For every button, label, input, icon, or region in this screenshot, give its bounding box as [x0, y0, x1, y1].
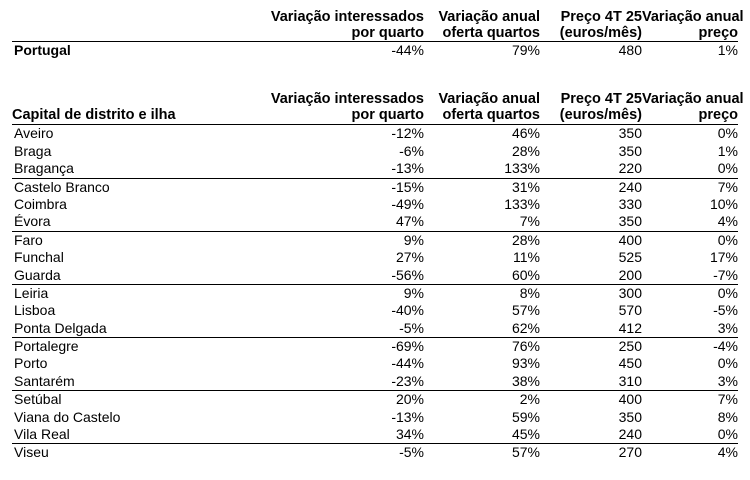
table-row: [12, 443, 738, 461]
table-row: [12, 409, 738, 426]
row-supply-change: 60%: [511, 266, 540, 283]
row-price-change: 8%: [717, 408, 738, 425]
row-supply-change: 76%: [511, 338, 540, 355]
district-header-label: [12, 91, 240, 125]
row-label: Portalegre: [14, 338, 79, 355]
row-interest-change: 34%: [395, 426, 424, 443]
table-row: [12, 302, 738, 319]
row-interest-change: -5%: [399, 319, 424, 336]
price-table: [12, 0, 744, 462]
row-price-change: 4%: [717, 213, 738, 230]
row-price: 400: [618, 391, 642, 408]
row-interest-change: -13%: [391, 160, 424, 177]
row-price-change: 0%: [717, 355, 738, 372]
row-price-change: 1%: [717, 142, 738, 159]
col-header-price-change: [642, 91, 744, 125]
table-row: [12, 178, 738, 196]
col-header-line1: Preço 4T 25: [560, 9, 642, 25]
row-supply-change: 2%: [519, 391, 540, 408]
row-price-change: 0%: [717, 284, 738, 301]
col-header-line2: oferta quartos: [442, 25, 540, 41]
row-interest-change: -6%: [399, 142, 424, 159]
row-price: 250: [618, 338, 642, 355]
col-header-line1: Variação anual: [642, 91, 744, 108]
row-price-change: 0%: [717, 160, 738, 177]
row-interest-change: -44%: [391, 355, 424, 372]
row-price-change: 10%: [709, 195, 738, 212]
table-row: [12, 143, 738, 160]
row-price: 240: [618, 178, 642, 195]
row-price-change: 17%: [709, 249, 738, 266]
col-header-line2: preço: [698, 107, 738, 124]
table-row: [12, 267, 738, 284]
row-price-change: 3%: [717, 372, 738, 389]
district-header-text: Capital de distrito e ilha: [12, 107, 176, 124]
row-price: 220: [618, 160, 642, 177]
row-price-change: 0%: [717, 125, 738, 142]
row-label: Bragança: [14, 160, 74, 177]
row-supply-change: 7%: [519, 213, 540, 230]
district-header-row: [12, 91, 744, 125]
row-label: Coimbra: [14, 195, 67, 212]
col-header-line1: Variação anual: [642, 9, 744, 25]
row-price: 350: [618, 408, 642, 425]
district-rows: [12, 125, 738, 461]
row-label: Setúbal: [14, 391, 62, 408]
col-header-price: [540, 91, 642, 125]
summary-label: Portugal: [12, 41, 240, 58]
row-price: 570: [618, 302, 642, 319]
row-label: Porto: [14, 355, 48, 372]
col-header-interest: [240, 9, 424, 41]
row-price: 350: [618, 142, 642, 159]
row-interest-change: 9%: [403, 284, 424, 301]
table-row: [12, 426, 738, 443]
row-price-change: 0%: [717, 231, 738, 248]
row-supply-change: 62%: [511, 319, 540, 336]
row-price: 450: [618, 355, 642, 372]
table-row: [12, 249, 738, 266]
row-price: 200: [618, 266, 642, 283]
row-supply-change: 38%: [511, 372, 540, 389]
col-header-line2: oferta quartos: [442, 107, 540, 124]
row-interest-change: 27%: [395, 249, 424, 266]
row-label: Aveiro: [14, 125, 54, 142]
row-price: 525: [618, 249, 642, 266]
row-supply-change: 45%: [511, 426, 540, 443]
row-supply-change: 57%: [511, 444, 540, 461]
row-label: Faro: [14, 231, 43, 248]
col-header-line1: Variação interessados: [270, 91, 424, 108]
row-label: Vila Real: [14, 426, 70, 443]
row-price: 300: [618, 284, 642, 301]
col-header-line2: por quarto: [351, 25, 424, 41]
row-supply-change: 28%: [511, 142, 540, 159]
row-interest-change: 9%: [403, 231, 424, 248]
row-supply-change: 133%: [504, 195, 540, 212]
row-interest-change: -49%: [391, 195, 424, 212]
table-row: [12, 320, 738, 337]
table-row: [12, 125, 738, 142]
table-row: [12, 337, 738, 355]
row-interest-change: 20%: [395, 391, 424, 408]
row-interest-change: -13%: [391, 408, 424, 425]
table-row: [12, 390, 738, 408]
row-supply-change: 46%: [511, 125, 540, 142]
row-price: 412: [618, 319, 642, 336]
row-price-change: -4%: [713, 338, 738, 355]
row-price-change: 4%: [717, 444, 738, 461]
summary-header-blank: [12, 9, 240, 41]
row-supply-change: 57%: [511, 302, 540, 319]
row-price-change: -7%: [713, 266, 738, 283]
row-interest-change: -15%: [391, 178, 424, 195]
summary-interest-change: -44%: [240, 41, 424, 58]
row-supply-change: 59%: [511, 408, 540, 425]
row-price-change: 0%: [717, 426, 738, 443]
row-interest-change: -5%: [399, 444, 424, 461]
row-label: Viana do Castelo: [14, 408, 121, 425]
summary-header-row: [12, 9, 744, 41]
row-supply-change: 93%: [511, 355, 540, 372]
row-price-change: -5%: [713, 302, 738, 319]
row-label: Funchal: [14, 249, 64, 266]
row-label: Ponta Delgada: [14, 319, 107, 336]
row-price-change: 7%: [717, 391, 738, 408]
col-header-line1: Variação anual: [438, 9, 540, 25]
row-price-change: 7%: [717, 178, 738, 195]
col-header-line2: (euros/mês): [559, 107, 642, 124]
row-supply-change: 11%: [513, 249, 540, 266]
col-header-price: [540, 9, 642, 41]
table-row: [12, 231, 738, 249]
col-header-interest: [240, 91, 424, 125]
row-price: 400: [618, 231, 642, 248]
row-price: 240: [618, 426, 642, 443]
col-header-price-change: [642, 9, 744, 41]
col-header-line2: (euros/mês): [559, 25, 642, 41]
col-header-supply: [424, 9, 540, 41]
summary-row: [12, 41, 738, 58]
row-label: Évora: [14, 213, 51, 230]
row-supply-change: 8%: [519, 284, 540, 301]
table-row: [12, 355, 738, 372]
row-supply-change: 31%: [511, 178, 540, 195]
row-interest-change: -23%: [391, 372, 424, 389]
row-price-change: 3%: [717, 319, 738, 336]
summary-price: 480: [540, 41, 642, 58]
table-row: [12, 160, 738, 177]
col-header-line2: por quarto: [351, 107, 424, 124]
col-header-line1: Variação anual: [438, 91, 540, 108]
row-interest-change: -69%: [391, 338, 424, 355]
summary-supply-change: 79%: [424, 41, 540, 58]
table-row: [12, 196, 738, 213]
table-row: [12, 213, 738, 230]
row-price: 350: [618, 125, 642, 142]
row-price: 270: [618, 444, 642, 461]
col-header-line1: Variação interessados: [270, 9, 424, 25]
row-price: 330: [618, 195, 642, 212]
row-price: 310: [618, 372, 642, 389]
col-header-line1: Preço 4T 25: [560, 91, 642, 108]
row-label: Leiria: [14, 284, 49, 301]
row-interest-change: 47%: [395, 213, 424, 230]
col-header-line2: preço: [698, 25, 738, 41]
row-label: Guarda: [14, 266, 61, 283]
row-price: 350: [618, 213, 642, 230]
row-label: Castelo Branco: [14, 178, 110, 195]
col-header-supply: [424, 91, 540, 125]
summary-price-change: 1%: [642, 41, 738, 58]
row-label: Braga: [14, 142, 52, 159]
row-supply-change: 28%: [511, 231, 540, 248]
row-label: Santarém: [14, 372, 75, 389]
row-supply-change: 133%: [504, 160, 540, 177]
table-row: [12, 284, 738, 302]
row-interest-change: -56%: [391, 266, 424, 283]
table-row: [12, 373, 738, 390]
row-interest-change: -40%: [391, 302, 424, 319]
row-label: Lisboa: [14, 302, 56, 319]
row-interest-change: -12%: [391, 125, 424, 142]
row-label: Viseu: [14, 444, 49, 461]
